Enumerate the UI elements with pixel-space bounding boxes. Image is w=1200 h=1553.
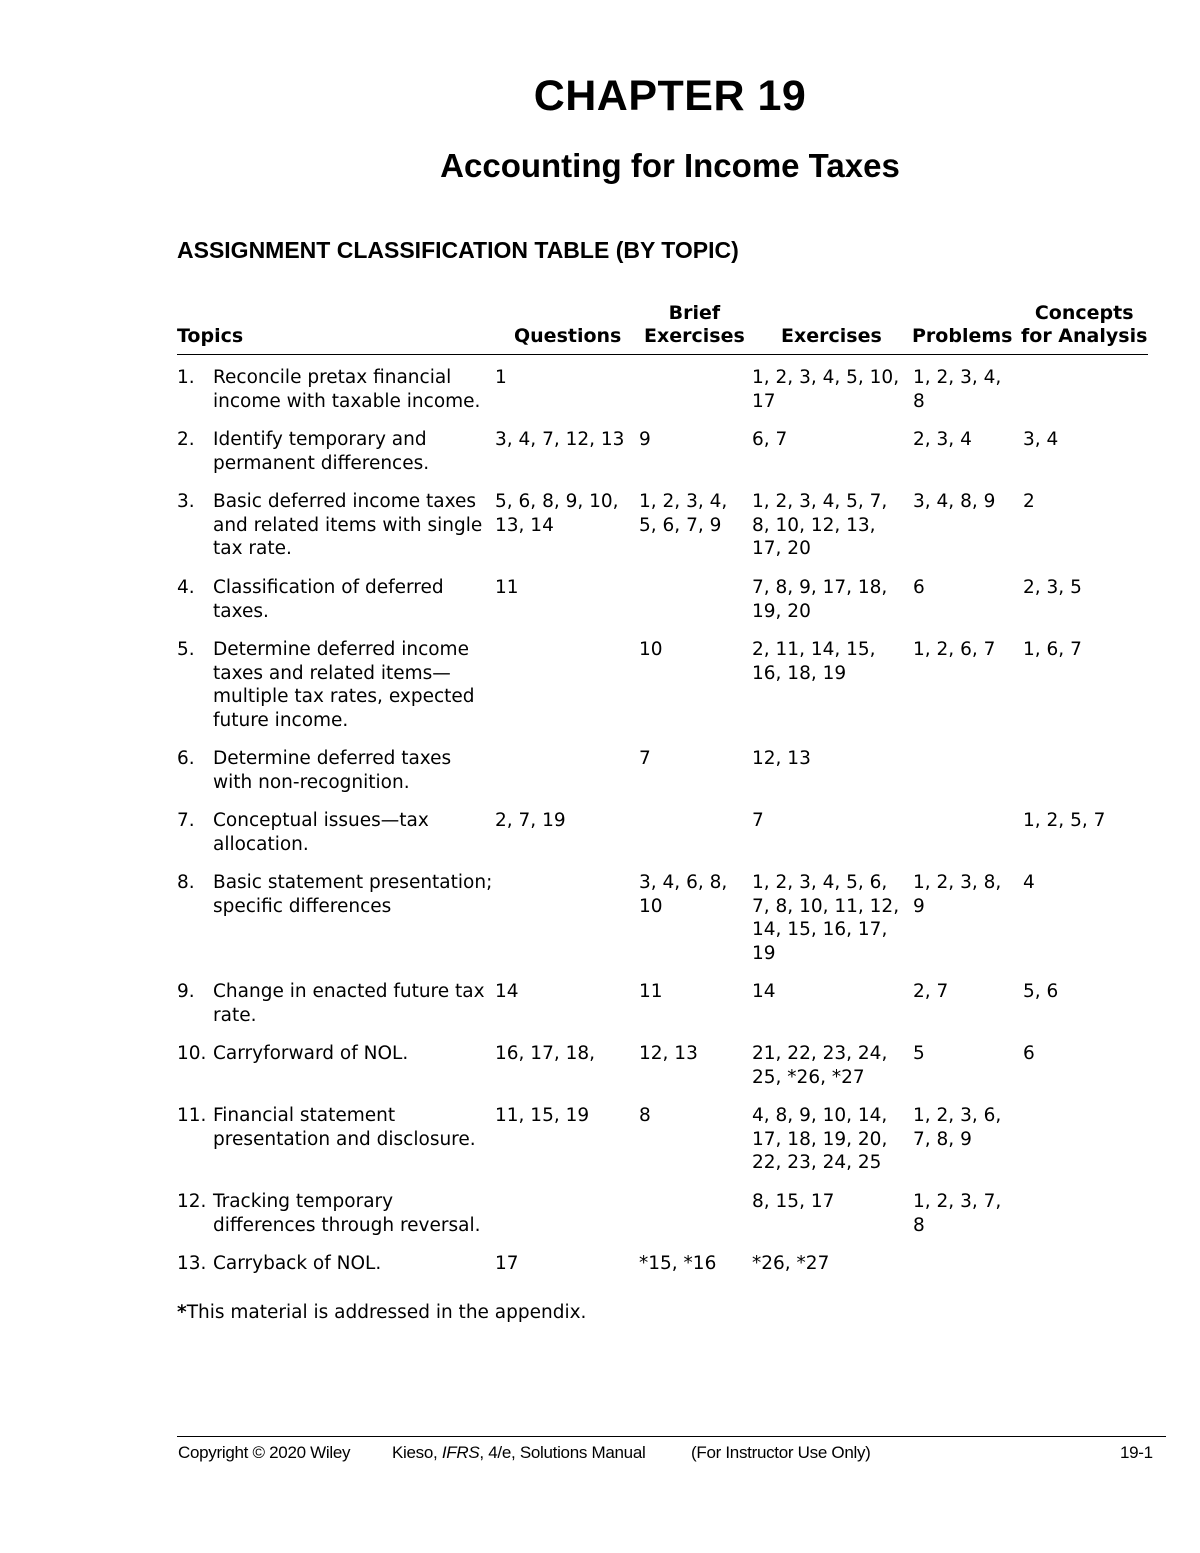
table-row: [177, 428, 1148, 475]
header-exercises: Exercises: [781, 325, 882, 347]
row-number: 6.: [177, 748, 195, 769]
cell-problems: 5: [913, 1043, 925, 1064]
cell-problems: 2, 7: [913, 981, 949, 1002]
cell-concepts: 3, 4: [1023, 429, 1059, 450]
cell-exercises: 8, 15, 17: [752, 1191, 835, 1212]
cell-brief-exercises: 11: [639, 981, 663, 1002]
cell-exercises: 7, 8, 9, 17, 18, 19, 20: [752, 577, 888, 622]
cell-exercises: 14: [752, 981, 776, 1002]
cell-topic: Identify temporary and permanent differences.: [213, 429, 430, 474]
row-number: 2.: [177, 429, 195, 450]
cell-brief-exercises: 1, 2, 3, 4, 5, 6, 7, 9: [639, 491, 728, 536]
table-row: [177, 747, 1148, 794]
row-number: 7.: [177, 810, 195, 831]
header-questions: Questions: [514, 325, 622, 347]
cell-topic: Carryforward of NOL.: [213, 1043, 409, 1064]
cell-problems: 1, 2, 6, 7: [913, 639, 996, 660]
cell-questions: 14: [495, 981, 519, 1002]
table-row: [177, 809, 1148, 856]
cell-exercises: 6, 7: [752, 429, 788, 450]
cell-exercises: 1, 2, 3, 4, 5, 6, 7, 8, 10, 11, 12, 14, 15, 16, 17, 19: [752, 872, 900, 964]
cell-brief-exercises: 3, 4, 6, 8, 10: [639, 872, 728, 917]
cell-exercises: 1, 2, 3, 4, 5, 7, 8, 10, 12, 13, 17, 20: [752, 491, 888, 559]
cell-questions: 5, 6, 8, 9, 10, 13, 14: [495, 491, 619, 536]
table-row: [177, 1190, 1148, 1237]
cell-topic: Classification of deferred taxes.: [213, 577, 444, 622]
cell-brief-exercises: 9: [639, 429, 651, 450]
cell-questions: 11: [495, 577, 519, 598]
footnote: [177, 1302, 586, 1323]
footer-use-note: (For Instructor Use Only): [691, 1443, 871, 1462]
row-number: 10.: [177, 1043, 207, 1064]
cell-concepts: 2, 3, 5: [1023, 577, 1082, 598]
cell-concepts: 4: [1023, 872, 1035, 893]
cell-questions: 16, 17, 18,: [495, 1043, 596, 1064]
cell-problems: 2, 3, 4: [913, 429, 972, 450]
table-row: [177, 576, 1148, 623]
cell-concepts: 6: [1023, 1043, 1035, 1064]
chapter-title: CHAPTER 19: [533, 72, 807, 120]
footer-edition: , 4/e, Solutions Manual: [479, 1443, 646, 1462]
cell-topic: Carryback of NOL.: [213, 1253, 382, 1274]
header-topics: Topics: [177, 325, 244, 347]
header-concepts-line1: Concepts: [1034, 302, 1134, 324]
table-row: [177, 980, 1148, 1027]
table-row: [177, 638, 1148, 732]
table-row: [177, 1042, 1148, 1089]
page-number: 19-1: [1120, 1443, 1153, 1462]
footer-rule: [177, 1436, 1166, 1437]
header-problems: Problems: [912, 325, 1013, 347]
cell-exercises: 2, 11, 14, 15, 16, 18, 19: [752, 639, 876, 684]
row-number: 3.: [177, 491, 195, 512]
table-row: [177, 1104, 1148, 1175]
cell-concepts: 1, 2, 5, 7: [1023, 810, 1106, 831]
header-brief-line1: Brief: [668, 302, 721, 324]
cell-exercises: 1, 2, 3, 4, 5, 10, 17: [752, 367, 900, 412]
cell-topic: Basic statement presentation; specific differences: [213, 872, 493, 917]
cell-brief-exercises: 7: [639, 748, 651, 769]
chapter-subtitle: Accounting for Income Taxes: [440, 147, 900, 184]
footer-copyright: Copyright © 2020 Wiley: [178, 1443, 351, 1462]
row-number: 5.: [177, 639, 195, 660]
cell-questions: 3, 4, 7, 12, 13: [495, 429, 625, 450]
table-body: [177, 366, 1148, 1291]
footer-book-title: IFRS: [441, 1443, 480, 1462]
footnote-marker: *: [177, 1302, 187, 1323]
row-number: 12.: [177, 1191, 207, 1212]
cell-questions: 11, 15, 19: [495, 1105, 590, 1126]
cell-problems: 1, 2, 3, 8, 9: [913, 872, 1002, 917]
cell-topic: Financial statement presentation and disclosure.: [213, 1105, 476, 1150]
cell-topic: Basic deferred income taxes and related items with single tax rate.: [213, 491, 483, 559]
table-row: [177, 1252, 1148, 1276]
cell-questions: 2, 7, 19: [495, 810, 566, 831]
cell-concepts: 2: [1023, 491, 1035, 512]
header-concepts: [1021, 302, 1147, 348]
cell-topic: Tracking temporary differences through reversal.: [213, 1191, 481, 1236]
cell-problems: 1, 2, 3, 4, 8: [913, 367, 1002, 412]
cell-problems: 6: [913, 577, 925, 598]
cell-topic: Conceptual issues—tax allocation.: [213, 810, 429, 855]
cell-exercises: 7: [752, 810, 764, 831]
cell-questions: 1: [495, 367, 507, 388]
cell-concepts: 1, 6, 7: [1023, 639, 1082, 660]
footnote-text: This material is addressed in the appendix.: [186, 1302, 587, 1323]
cell-brief-exercises: 12, 13: [639, 1043, 698, 1064]
cell-brief-exercises: *15, *16: [639, 1253, 717, 1274]
cell-exercises: 21, 22, 23, 24, 25, *26, *27: [752, 1043, 888, 1088]
section-heading: ASSIGNMENT CLASSIFICATION TABLE (BY TOPIC): [177, 237, 739, 263]
footer-book: [392, 1443, 645, 1463]
header-concepts-line2: for Analysis: [1021, 325, 1148, 347]
header-brief-exercises: [644, 302, 745, 348]
cell-problems: 1, 2, 3, 7, 8: [913, 1191, 1002, 1236]
cell-exercises: 12, 13: [752, 748, 811, 769]
table-row: [177, 366, 1148, 413]
cell-exercises: 4, 8, 9, 10, 14, 17, 18, 19, 20, 22, 23, 24, 25: [752, 1105, 888, 1173]
cell-topic: Determine deferred income taxes and related items—multiple tax rates, expected future income.: [213, 639, 475, 731]
cell-brief-exercises: 8: [639, 1105, 651, 1126]
row-number: 8.: [177, 872, 195, 893]
cell-problems: 1, 2, 3, 6, 7, 8, 9: [913, 1105, 1002, 1150]
cell-topic: Determine deferred taxes with non-recognition.: [213, 748, 452, 793]
row-number: 9.: [177, 981, 195, 1002]
row-number: 11.: [177, 1105, 207, 1126]
cell-topic: Change in enacted future tax rate.: [213, 981, 485, 1026]
cell-questions: 17: [495, 1253, 519, 1274]
cell-exercises: *26, *27: [752, 1253, 830, 1274]
table-row: [177, 490, 1148, 561]
row-number: 4.: [177, 577, 195, 598]
cell-concepts: 5, 6: [1023, 981, 1059, 1002]
cell-brief-exercises: 10: [639, 639, 663, 660]
header-brief-line2: Exercises: [644, 325, 745, 347]
table-row: [177, 871, 1148, 965]
footer-author: Kieso,: [392, 1443, 442, 1462]
row-number: 13.: [177, 1253, 207, 1274]
row-number: 1.: [177, 367, 195, 388]
table-header: [177, 302, 1148, 355]
cell-problems: 3, 4, 8, 9: [913, 491, 996, 512]
cell-topic: Reconcile pretax financial income with taxable income.: [213, 367, 481, 412]
